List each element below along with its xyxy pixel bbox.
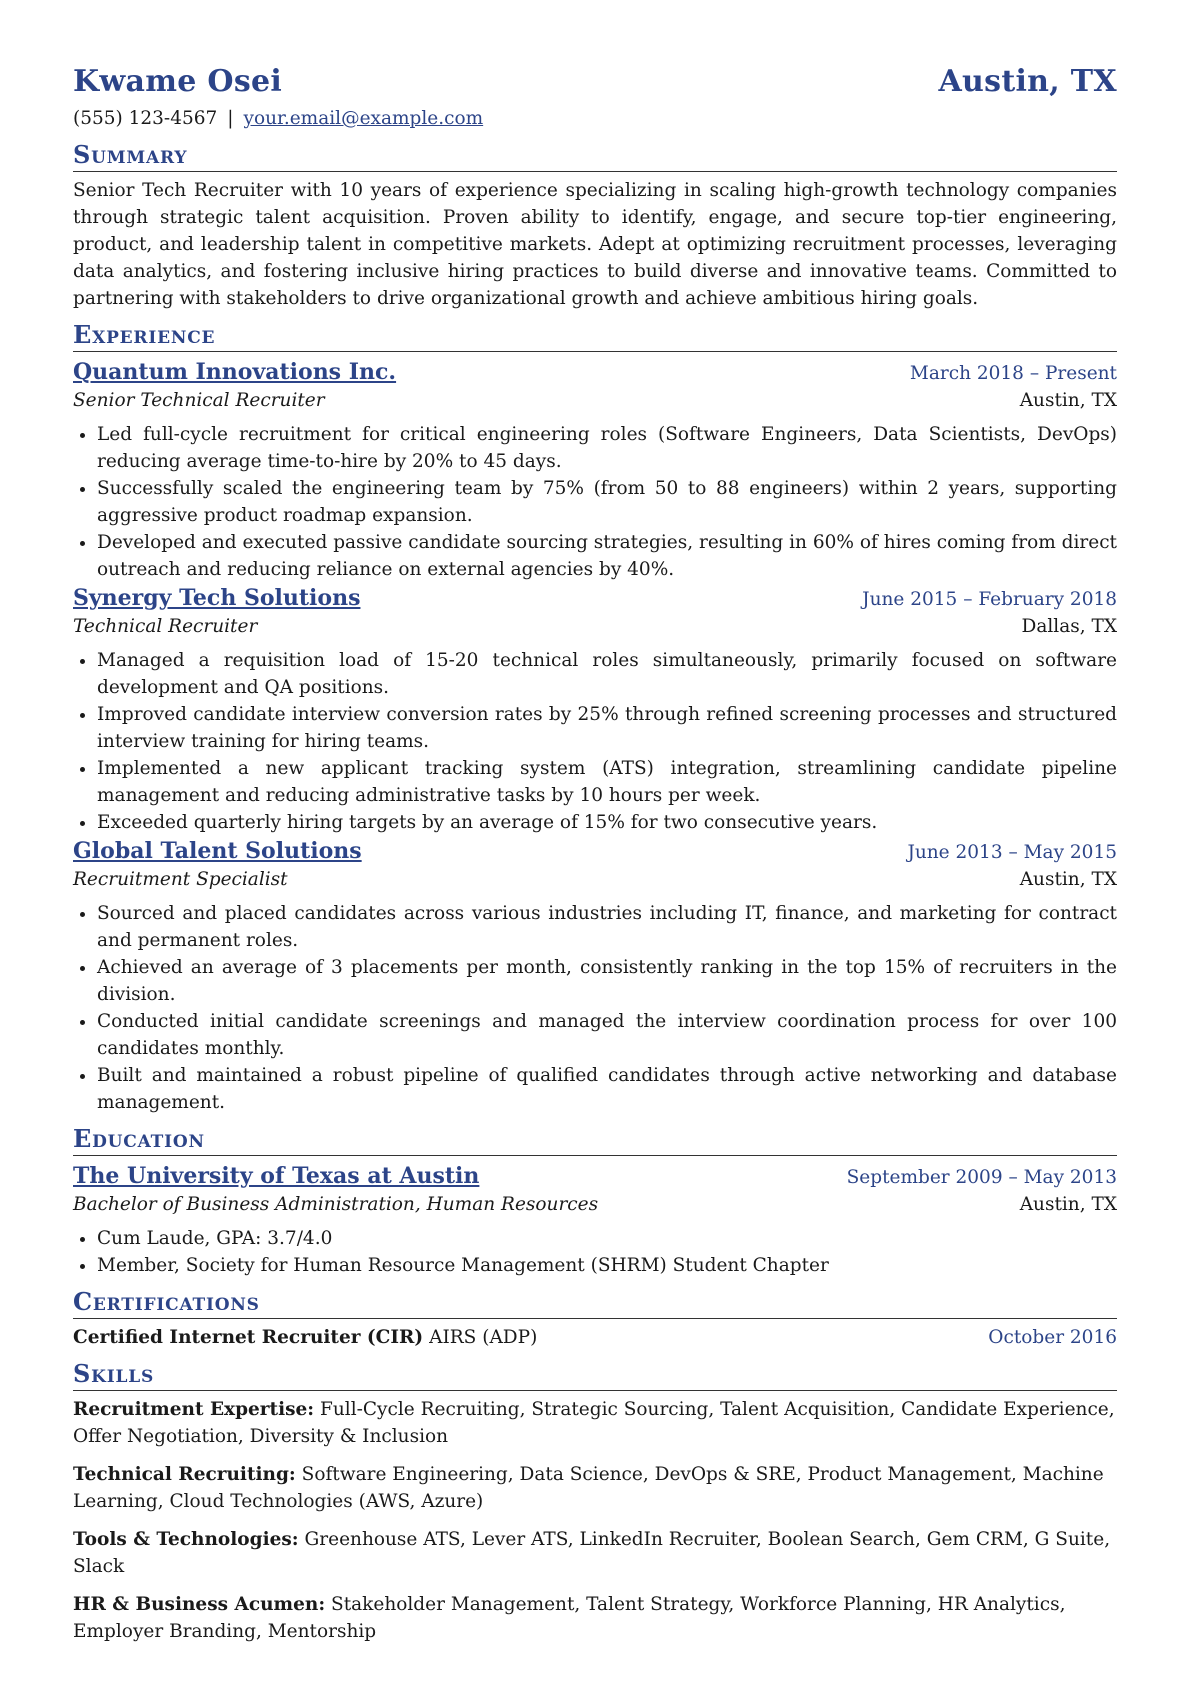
skills-section xyxy=(73,1360,1117,1645)
certification-name: Certified Internet Recruiter (CIR) xyxy=(73,1327,424,1348)
experience-entry xyxy=(73,357,1117,583)
company-name: Global Talent Solutions xyxy=(73,838,362,864)
employment-dates: June 2013 – May 2015 xyxy=(907,842,1117,863)
achievement-item: • Improved candidate interview conversion rates by 25% through refined screening processes and structured interview training for hiring teams. xyxy=(97,701,1117,755)
skill-items: Software Engineering, Data Science, DevOps & SRE, Product Management, Machine Learning, Cloud Technologies (AWS, Azure) xyxy=(73,1464,1104,1512)
certification-issuer: AIRS (ADP) xyxy=(429,1327,538,1348)
contact-separator: | xyxy=(227,108,234,129)
skill-category: Tools & Technologies: xyxy=(73,1529,299,1550)
achievement-item: • Implemented a new applicant tracking system (ATS) integration, streamlining candidate pipeline management and reducing administrative tasks by 10 hours per week. xyxy=(97,755,1117,809)
email-link[interactable]: your.email@example.com xyxy=(243,108,484,129)
skill-group xyxy=(73,1591,1117,1645)
achievement-item: • Achieved an average of 3 placements per month, consistently ranking in the top 15% of recruiters in the division. xyxy=(97,954,1117,1008)
achievement-list xyxy=(73,900,1117,1116)
skill-category: Recruitment Expertise: xyxy=(73,1399,315,1420)
certification-item xyxy=(73,1324,1117,1351)
school-name: The University of Texas at Austin xyxy=(73,1163,480,1189)
job-location: Austin, TX xyxy=(1019,390,1117,411)
achievement-list xyxy=(73,647,1117,836)
achievement-item: • Developed and executed passive candidate sourcing strategies, resulting in 60% of hires coming from direct outreach and reducing reliance on external agencies by 40%. xyxy=(97,529,1117,583)
achievement-list xyxy=(73,421,1117,583)
job-location: Dallas, TX xyxy=(1021,616,1117,637)
job-title: Recruitment Specialist xyxy=(73,869,288,890)
achievement-item: • Successfully scaled the engineering team by 75% (from 50 to 88 engineers) within 2 years, supporting aggressive product roadmap expansion. xyxy=(97,475,1117,529)
experience-heading: Experience xyxy=(73,321,1117,352)
resume-header xyxy=(73,62,1117,102)
phone-number: (555) 123-4567 xyxy=(73,108,218,129)
job-title: Senior Technical Recruiter xyxy=(73,390,325,411)
education-section xyxy=(73,1125,1117,1279)
school-location: Austin, TX xyxy=(1019,1194,1117,1215)
skill-category: Technical Recruiting: xyxy=(73,1464,296,1485)
certifications-heading: Certifications xyxy=(73,1288,1117,1319)
achievement-item: • Managed a requisition load of 15-20 technical roles simultaneously, primarily focused on software development and QA positions. xyxy=(97,647,1117,701)
certification-date: October 2016 xyxy=(988,1327,1117,1348)
achievement-item: • Built and maintained a robust pipeline of qualified candidates through active networking and database management. xyxy=(97,1062,1117,1116)
education-item: • Member, Society for Human Resource Management (SHRM) Student Chapter xyxy=(97,1252,1117,1279)
achievement-item: • Conducted initial candidate screenings and managed the interview coordination process for over 100 candidates monthly. xyxy=(97,1008,1117,1062)
company-name: Synergy Tech Solutions xyxy=(73,585,361,611)
candidate-name: Kwame Osei xyxy=(73,64,283,99)
summary-heading: Summary xyxy=(73,141,1117,172)
skill-items: Greenhouse ATS, Lever ATS, LinkedIn Recruiter, Boolean Search, Gem CRM, G Suite, Slack xyxy=(73,1529,1111,1577)
summary-text: Senior Tech Recruiter with 10 years of experience specializing in scaling high-growth technology companies through strategic talent acquisition. Proven ability to identify, engage, and secure top-tier engineering, product, and leadership talent in competitive markets. Adept at optimizing recruitment processes, leveraging data analytics, and fostering inclusive hiring practices to build diverse and innovative teams. Committed to partnering with stakeholders to drive organizational growth and achieve ambitious hiring goals. xyxy=(73,180,1117,309)
achievement-item: • Sourced and placed candidates across various industries including IT, finance, and marketing for contract and permanent roles. xyxy=(97,900,1117,954)
skill-category: HR & Business Acumen: xyxy=(73,1594,326,1615)
education-dates: September 2009 – May 2013 xyxy=(846,1167,1117,1188)
certifications-section xyxy=(73,1288,1117,1351)
skill-group xyxy=(73,1526,1117,1580)
skills-heading: Skills xyxy=(73,1360,1117,1391)
degree: Bachelor of Business Administration, Human Resources xyxy=(73,1194,599,1215)
experience-section xyxy=(73,321,1117,1116)
education-heading: Education xyxy=(73,1125,1117,1156)
education-item: • Cum Laude, GPA: 3.7/4.0 xyxy=(97,1225,1117,1252)
summary-section xyxy=(73,141,1117,312)
job-location: Austin, TX xyxy=(1019,869,1117,890)
education-details xyxy=(73,1225,1117,1279)
employment-dates: June 2015 – February 2018 xyxy=(862,589,1117,610)
experience-entry xyxy=(73,836,1117,1116)
experience-entry xyxy=(73,583,1117,836)
skill-items: Stakeholder Management, Talent Strategy, Workforce Planning, HR Analytics, Employer Branding, Mentorship xyxy=(73,1594,1066,1642)
employment-dates: March 2018 – Present xyxy=(909,363,1117,384)
achievement-item: • Exceeded quarterly hiring targets by an average of 15% for two consecutive years. xyxy=(97,809,1117,836)
skill-items: Full-Cycle Recruiting, Strategic Sourcing, Talent Acquisition, Candidate Experience, Offer Negotiation, Diversity & Inclusion xyxy=(73,1399,1115,1447)
candidate-location: Austin, TX xyxy=(938,64,1117,99)
achievement-item: • Led full-cycle recruitment for critical engineering roles (Software Engineers, Data Scientists, DevOps) reducing average time-to-hire by 20% to 45 days. xyxy=(97,421,1117,475)
contact-line xyxy=(73,105,1117,132)
company-name: Quantum Innovations Inc. xyxy=(73,359,397,385)
skill-group xyxy=(73,1461,1117,1515)
job-title: Technical Recruiter xyxy=(73,616,258,637)
skill-group xyxy=(73,1396,1117,1450)
